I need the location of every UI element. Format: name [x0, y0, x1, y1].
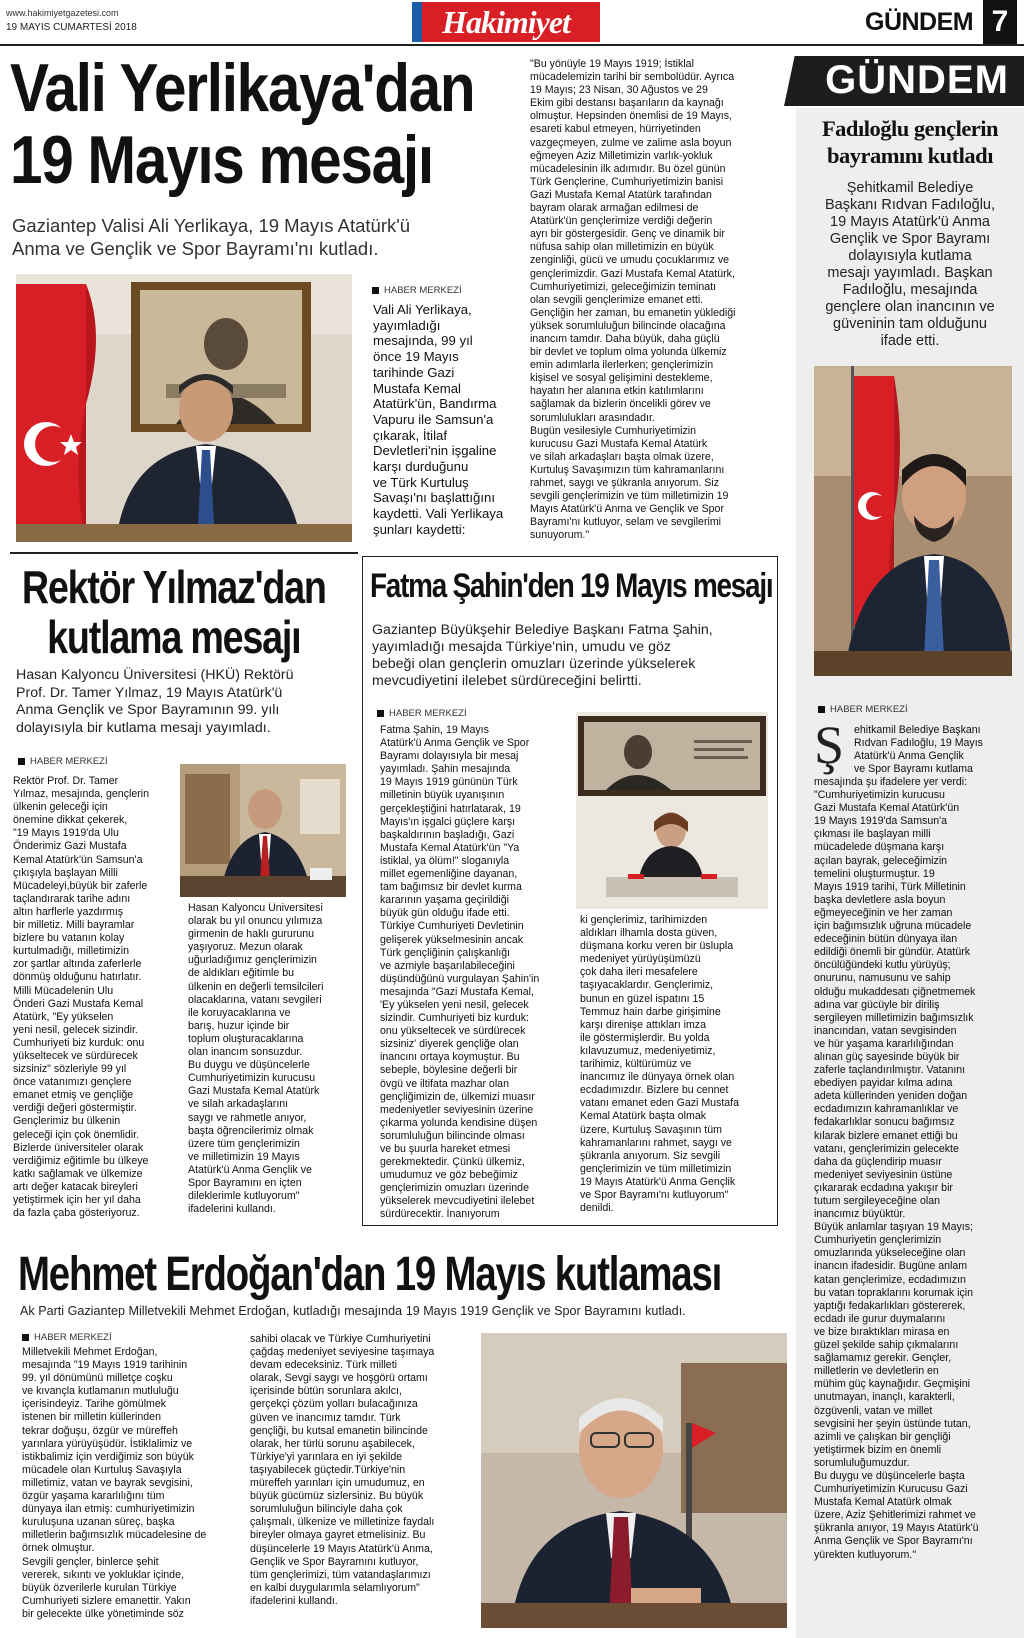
section-title: GÜNDEM	[865, 8, 974, 36]
logo-accent	[412, 2, 422, 42]
article4-byline	[22, 1332, 112, 1343]
sidebar-byline-text: HABER MERKEZİ	[830, 704, 908, 715]
sidebar-dropcap: Ş	[814, 715, 845, 775]
sidebar-photo	[814, 366, 1012, 676]
newspaper-logo	[412, 2, 600, 42]
article3-subhead: Gaziantep Büyükşehir Belediye Başkanı Fatma Şahin, yayımladığı mesajda Türkiye'nin, umudu ve göz bebeği olan gençlerin omuzları üzerinde yükselerek mevcudiyetini ilelebet sürdüreceğini belirtti.	[372, 622, 713, 689]
sidebar-headline: Fadıloğlu gençlerin bayramını kutladı	[821, 116, 999, 168]
article2-headline-line2: kutlama mesajı	[47, 611, 301, 663]
byline-square-icon	[22, 1334, 29, 1341]
site-url: www.hakimiyetgazetesi.com	[6, 8, 119, 18]
article2-col1: Rektör Prof. Dr. Tamer Yılmaz, mesajında, gençlerin ülkenin geleceği için önemine dikkat çekerek, "19 Mayıs 1919'da Ulu Önderimiz Gazi Mustafa Kemal Atatürk'ün Samsun'a çıkışıyla başlayan Milli Mücadeleyi,büyük bir zaferle taçlandırarak tarihe adını altın harflerle yazdırmış bir milletiz. Milli bayramlar bizlere bu vatanın kolay kurtulmadığı, milletimizin zor şartlar altında zaferlerle dönmüş olduğunu hatırlatır. Milli Mücadelenin Ulu Önderi Gazi Mustafa Kemal Atatürk, "Ey yükselen yeni nesil, gelecek sizindir. Cumhuriyeti biz kurduk: onu yükseltecek ve sürdürecek sizsiniz" sözleriyle 99 yıl önce vatanımızı gençlere emanet etmiş ve gençliğe verdiği değeri göstermiştir. Gençlerimiz bu ülkenin geleceği için çok önemlidir. Bizlerde üniversiteler olarak verdiğimiz eğitimle bu ülkeye katkı sağlamak ve ülkemize artı değer katacak bireyleri yetiştirmek için her yıl daha da fazla çaba gösteriyoruz.	[13, 775, 150, 1220]
sidebar-band-title: GÜNDEM	[825, 58, 1009, 102]
article2-subhead: Hasan Kalyoncu Üniversitesi (HKÜ) Rektörü Prof. Dr. Tamer Yılmaz, 19 Mayıs Atatürk'ü Anma Gençlik ve Spor Bayramının 99. yılı dolayısıyla bir kutlama mesajı yayımladı.	[16, 667, 294, 736]
article2-headline	[18, 562, 330, 662]
article3-col2: ki gençlerimiz, tarihimizden aldıkları ilhamla dosta güven, düşmana korku veren bir üslupla medeniyet yürüyüşümüzü çok daha ileri mesafelere taşıyacaklardır. Gençlerimiz, bunun en güzel ispatını 15 Temmuz hain darbe girişimine karşı direnişe attıkları imza ile göstermişlerdir. Bu yolda kılavuzumuz, medeniyetimiz, tarihimiz, kültürümüz ve inancımız ile dünyaya örnek olan ecdadımızdır. Bizlere bu cennet vatanı emanet eden Gazi Mustafa Kemal Atatürk başta olmak üzere, Kurtuluş Savaşının tüm kahramanlarını rahmet, saygı ve şükranla anıyorum. Siz sevgili gençlerimizin ve tüm milletimizin 19 Mayıs Atatürk'ü Anma Gençlik ve Spor Bayramı'nı kutluyorum" denildi.	[580, 914, 739, 1214]
sidebar-body: mesajında şu ifadelere yer verdi: "Cumhuriyetimizin kurucusu Gazi Mustafa Kemal Atatürk'ün 19 Mayıs 1919'da Samsun'a çıkması ile başlayan milli mücadelede düşmana karşı açılan bayrak, geleceğimizin temelini oluşturmuştur. 19 Mayıs 1919 tarihi, Türk Milletinin başka devletlere asla boyun eğmeyeceğinin ve her zaman için bağımsızlık uğruna mücadele edeceğinin bütün dünyaya ilan edildiği önemli bir gündür. Atatürk öncülüğündeki kutlu yürüyüş; onurunu, namusunu ve sahip olduğu mukaddesatı çiğnetmemek adına var gücüyle bir diriliş sergileyen milletimizin bağımsızlık inancından, vatan sevgisinden ve hür yaşama kararlılığından alınan güç sayesinde büyük bir zaferle taçlandırılmıştır. Vatanını ebediyen payidar kılma adına adeta küllerinden yeniden doğan ecdadımızın kahramanlıklar ve fedakarlıklar sonucu bağımsız kılarak bizlere emanet ettiği bu vatanı, gençlerimizin gelecekte daha da güçlendirip muasır medeniyet seviyesinin üstüne çıkararak ecdadına yakışır bir tutum sergileyeceğine olan inancımız büyüktür. Büyük anlamlar taşıyan 19 Mayıs; Cumhuriyetin gençlerimizin omuzlarında yükseleceğine olan inancın ifadesidir. Bugüne anlam katan gençlerimize, ecdadımızın bu vatan topraklarını korumak için yaptığı fedakarlıkları göstererek, ecdadı ile gurur duymalarını ve bize bıraktıkları mirasa en güzel şekilde sahip çıkmalarını sağlamamız gerekir. Gençler, milletlerin ve devletlerin en mühim güç kaynağıdır. Geçmişini unutmayan, inançlı, karakterli, özgüvenli, vatan ve millet sevgisini her şeyin üstünde tutan, azimli ve çalışkan bir gençliği yetiştirmek bizim en önemli sorumluluğumuzdur. Bu duygu ve düşüncelerle başta Cumhuriyetimizin Kurucusu Gazi Mustafa Kemal Atatürk olmak üzere, Aziz Şehitlerimizi rahmet ve şükranla anıyor, 19 Mayıs Atatürk'ü Anma Gençlik ve Spor Bayramı'nı yürekten kutluyorum."	[814, 776, 979, 1561]
article2-byline-text: HABER MERKEZİ	[30, 756, 108, 767]
article1-subhead: Gaziantep Valisi Ali Yerlikaya, 19 Mayıs Atatürk'ü Anma ve Gençlik ve Spor Bayramı'nı kutladı.	[12, 215, 411, 259]
logo-text: Hakimiyet	[442, 4, 570, 40]
sidebar-intro: ehitkamil Belediye Başkanı Rıdvan Fadıloğlu, 19 Mayıs Atatürk'ü Anma Gençlik ve Spor Bayramı kutlama	[854, 724, 983, 776]
article4-photo	[481, 1333, 787, 1628]
issue-date: 19 MAYIS CUMARTESİ 2018	[6, 22, 137, 33]
article3-col1: Fatma Şahin, 19 Mayıs Atatürk'ü Anma Gençlik ve Spor Bayramı dolayısıyla bir mesaj yayımladı. Şahin mesajında 19 Mayıs 1919 gününün Türk milletinin büyük uyanışının gerçekleştiğini hatırlatarak, 19 Mayıs'ın işgalci güçlere karşı başkaldırının başladığı, Gazi Mustafa Kemal Atatürk'ün "Ya istiklal, ya ölüm!" sloganıyla millet egemenliğine dayanan, tam bağımsız bir devlet kurma kararının yaşama geçirildiği büyük gün olduğu ifade etti. Türkiye Cumhuriyeti Devletinin gelişerek yükselmesinin ancak Türk gençliğinin çalışkanlığı ve azmiyle başarılabileceğini düşündüğünü vurgulayan Şahin'in mesajında "Gazi Mustafa Kemal, 'Ey yükselen yeni nesil, gelecek sizindir. Cumhuriyeti biz kurduk: onu yükseltecek ve sürdürecek sizsiniz' diyerek gençliğe olan inancını ortaya koymuştur. Bu sebeple, böylesine değerli bir övgü ve iltifata mazhar olan gençliğimizin de, ülkemizi muasır medeniyetler seviyesinin üzerine çıkarma yolunda kendisine düşen sorumluluğun bilincinde olması ve bu şuurla hareket etmesi gerekmektedir. Çünkü ülkemiz, umudumuz ve göz bebeğimiz gençlerimizin omuzları üzerinde yükselerek mevcudiyetini ilelebet sürdürecektir. İnanıyorum	[380, 724, 540, 1220]
article1-quote: "Bu yönüyle 19 Mayıs 1919; İstiklal mücadelemizin tarihi bir sembolüdür. Ayrıca 19 Mayıs; 23 Nisan, 30 Ağustos ve 29 Ekim gibi destansı başarıların da kaynağı olmuştur. Hepsinden önemlisi de 19 Mayıs, esareti kabul etmeyen, hürriyetinden vazgeçmeyen, zulme ve zalime asla boyun eğmeyen Aziz Milletimizin varlık-yokluk mücadelesinin ilk adımıdır. Bu özel günün Türk Gençlerine, Cumhuriyetimizin banisi Gazi Mustafa Kemal Atatürk tarafından bayram olarak armağan edilmesi de Atatürk'ün gençlerimize verdiği değerin ayrı bir göstergesidir. Genç ve dinamik bir nüfusa sahip olan milletimizin en büyük zenginliği, gücü ve umudu çocuklarımız ve gençlerimizdir. Gazi Mustafa Kemal Atatürk, Cumhuriyetimizi, geleceğimizin teminatı olan sevgili gençlerimize emanet etti. Gençliğin her zaman, bu emanetin yüklediği yüksek sorumluluğun bilincinde olacağına inancım tamdır. Daha büyük, daha güçlü bir devlet ve toplum olma yolunda ülkemiz emin adımlarla ilerlerken; gençlerimizin kişisel ve sosyal gelişimini destekleme, hayatın her alanına etkin katılımlarını sağlamak da bizlerin öncelikli görev ve sorumlulukları arasındadır. Bugün vesilesiyle Cumhuriyetimizin kurucusu Gazi Mustafa Kemal Atatürk ve silah arkadaşları başta olmak üzere, Kurtuluş Savaşımızın tüm kahramanlarını rahmet, saygı ve şükranla anıyorum. Siz sevgili gençlerimizin ve tüm milletimizin 19 Mayıs Atatürk'ü Anma ve Gençlik ve Spor Bayramı'nı kutluyor, selam ve sevgilerimi sunuyorum."	[530, 58, 736, 542]
article1-headline-line1: Vali Yerlikaya'dan	[10, 50, 475, 126]
article1-headline-line2: 19 Mayıs mesajı	[10, 122, 433, 198]
byline-square-icon	[818, 706, 825, 713]
article2-col2: Hasan Kalyoncu Üniversitesi olarak bu yıl onuncu yılımıza girmenin de haklı gururunu yaşıyoruz. Mezun olarak uğurladığımız gençlerimizin de aldıkları eğitimle bu ülkenin en değerli temsilcileri olacaklarına, vatanı sevgileri ile koruyacaklarına ve barış, huzur içinde bir toplum oluşturacaklarına olan inancım sonsuzdur. Bu duygu ve düşüncelerle Cumhuriyetimizin kurucusu Gazi Mustafa Kemal Atatürk ve silah arkadaşlarını saygı ve rahmetle anıyor, başta öğrencilerimiz olmak üzere tüm gençlerimizin ve milletimizin 19 Mayıs Atatürk'ü Anma Gençlik ve Spor Bayramını en içten dileklerimle kutluyorum" ifadelerini kullandı.	[188, 902, 324, 1216]
article1-bottom-rule	[10, 552, 358, 554]
article1-byline-text: HABER MERKEZİ	[384, 285, 462, 296]
article1-photo	[16, 274, 352, 542]
article4-headline: Mehmet Erdoğan'dan 19 Mayıs kutlaması	[18, 1248, 722, 1301]
article4-subhead: Ak Parti Gaziantep Milletvekili Mehmet Erdoğan, kutladığı mesajında 19 Mayıs 1919 Gençlik ve Spor Bayramını kutladı.	[20, 1304, 686, 1318]
article2-byline	[18, 756, 108, 767]
page-number: 7	[983, 0, 1017, 44]
article1-headline	[10, 52, 474, 196]
article2-headline-line1: Rektör Yılmaz'dan	[21, 561, 326, 613]
byline-square-icon	[377, 710, 384, 717]
article4-col2: sahibi olacak ve Türkiye Cumhuriyetini çağdaş medeniyet seviyesine taşımaya devam edeceksiniz. Türk milleti olarak, Sevgi saygı ve hoşgörü ortamı içerisinde bütün sorunlara akılcı, gerçekçi çözüm yolları bulacağınıza güven ve inancımız tamdır. Türk gençliği, bu kutsal emanetin bilincinde olarak, her türlü sorunu aşabilecek, Türkiye'yi yarınlara en iyi şekilde taşıyabilecek güçtedir.Türkiye'nin müreffeh yarınları için umudumuz, en büyük gücümüz sizlersiniz. Bu büyük sorumluluğun bilinciyle daha çok çalışmalı, ülkenize ve milletinize faydalı bireyler olmaya gayret etmelisiniz. Bu düşüncelerle 19 Mayıs Atatürk'ü Anma, Gençlik ve Spor Bayramını kutluyor, tüm gençlerimizi, tüm vatandaşlarımızı en kalbi duygularımla selamlıyorum" ifadelerini kullandı.	[250, 1333, 435, 1607]
header-rule	[0, 44, 1024, 46]
article3-photo	[576, 712, 768, 909]
sidebar-subhead: Şehitkamil Belediye Başkanı Rıdvan Fadıloğlu, 19 Mayıs Atatürk'ü Anma Gençlik ve Spor Bayramı dolayısıyla kutlama mesajı yayımladı. Başkan Fadıloğlu, mesajında gençlere olan inancının ve güveninin tam olduğunu ifade etti.	[824, 180, 996, 349]
article2-photo	[180, 764, 346, 897]
byline-square-icon	[372, 287, 379, 294]
article4-byline-text: HABER MERKEZİ	[34, 1332, 112, 1343]
article4-col1: Milletvekili Mehmet Erdoğan, mesajında "19 Mayıs 1919 tarihinin 99. yıl dönümünü milletçe coşku ve kıvançla kutlamanın mutluluğu içerisindeyiz. Tarihe gömülmek istenen bir milletin küllerinden tekrar doğuşu, özgür ve müreffeh yarınlara yürüyüşüdür. İstiklalimiz ve istikbalimiz için verdiğimiz son büyük mücadele olan Kurtuluş Savaşıyla milletimiz, vatan ve bayrak sevgisini, özgür yaşama kararlılığını tüm dünyaya ilan etmiş: cumhuriyetimizin kuruluşuna uzanan süreç, başka milletlerin bağımsızlık mücadelesine de örnek olmuştur. Sevgili gençler, binlerce şehit vererek, sıkıntı ve yokluklar içinde, büyük özverilerle kurulan Türkiye Cumhuriyeti sizlere emanettir. Yakın bir gelecekte ülke yönetiminde söz	[22, 1346, 207, 1620]
article3-byline	[377, 708, 467, 719]
article3-byline-text: HABER MERKEZİ	[389, 708, 467, 719]
article1-byline	[372, 285, 462, 296]
article3-headline: Fatma Şahin'den 19 Mayıs mesajı	[370, 567, 773, 605]
byline-square-icon	[18, 758, 25, 765]
sidebar-byline	[818, 704, 908, 715]
article1-lead: Vali Ali Yerlikaya, yayımladığı mesajında, 99 yıl önce 19 Mayıs tarihinde Gazi Mustafa Kemal Atatürk'ün, Bandırma Vapuru ile Samsun'a çıkarak, İtilaf Devletleri'nin işgaline karşı durduğunu ve Türk Kurtuluş Savaşı'nı başlattığını kaydetti. Vali Yerlikaya şunları kaydetti:	[373, 302, 504, 537]
